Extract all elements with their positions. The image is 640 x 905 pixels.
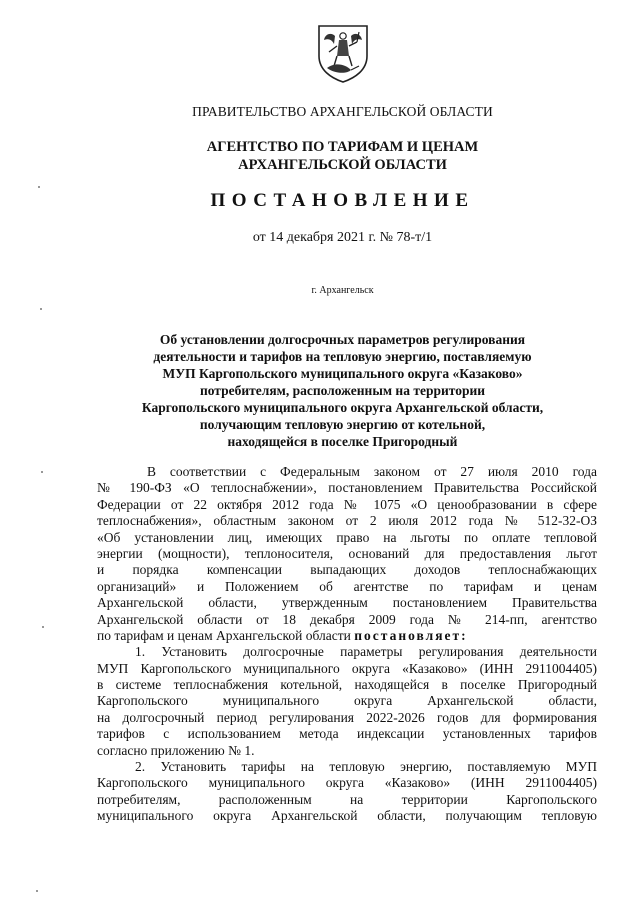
scan-speck bbox=[36, 890, 38, 892]
title-line: Об установлении долгосрочных параметров регулирования bbox=[159, 332, 526, 347]
resolution-prefix: по тарифам и ценам Архангельской области bbox=[97, 627, 351, 643]
paragraph-line: «Об установлении лиц, имеющих право на льготы по оплате тепловой bbox=[97, 529, 597, 545]
document-title bbox=[100, 331, 585, 450]
paragraph-line: 1. Установить долгосрочные параметры регулирования деятельности bbox=[135, 644, 597, 660]
paragraph-line: Каргопольского муниципального округа «Казаково» (ИНН 2911004405) bbox=[97, 775, 597, 791]
paragraph-line: муниципального округа Архангельской области, получающим тепловую bbox=[97, 808, 597, 824]
title-line: потребителям, расположенным на территории bbox=[199, 383, 486, 398]
paragraph-line: потребителям, расположенным на территории Каргопольского bbox=[97, 791, 597, 807]
city: г. Архангельск bbox=[311, 285, 374, 296]
paragraph-line: на долгосрочный период регулирования 2022-2026 годов для формирования bbox=[97, 709, 597, 725]
paragraph-line: В соответствии с Федеральным законом от 27 июля 2010 года bbox=[147, 464, 597, 479]
agency-line-1: АГЕНТСТВО ПО ТАРИФАМ И ЦЕНАМ bbox=[206, 139, 479, 155]
scan-speck bbox=[42, 626, 44, 628]
scan-speck bbox=[38, 186, 40, 188]
document-body bbox=[97, 464, 597, 825]
coat-of-arms-icon bbox=[315, 22, 371, 84]
paragraph-line bbox=[97, 628, 597, 644]
paragraph-line: МУП Каргопольского муниципального округа «Казаково» (ИНН 2911004405) bbox=[97, 660, 597, 676]
paragraph-line: теплоснабжения», областным законом от 2 июля 2012 года № 512-32-ОЗ bbox=[97, 513, 597, 529]
title-line: МУП Каргопольского муниципального округа «Казаково» bbox=[162, 366, 523, 381]
document-type: ПОСТАНОВЛЕНИЕ bbox=[210, 190, 475, 211]
paragraph-line: Архангельской области от 18 декабря 2009 года № 214-пп, агентство bbox=[97, 611, 597, 627]
scan-speck bbox=[41, 471, 43, 473]
title-line: находящейся в поселке Пригородный bbox=[227, 434, 458, 449]
paragraph-line: тарифов с использованием метода индексации установленных тарифов bbox=[97, 726, 597, 742]
paragraph-line: Каргопольского муниципального округа Архангельской области, bbox=[97, 693, 597, 709]
agency-line-2: АРХАНГЕЛЬСКОЙ ОБЛАСТИ bbox=[238, 157, 447, 173]
resolution-keyword: постановляет: bbox=[354, 627, 468, 643]
title-line: получающим тепловую энергию от котельной, bbox=[199, 417, 486, 432]
paragraph-line: в системе теплоснабжения котельной, находящейся в поселке Пригородный bbox=[97, 677, 597, 693]
paragraph-line: согласно приложению № 1. bbox=[97, 742, 255, 758]
paragraph-line: организаций» и Положением об агентстве по тарифам и ценам bbox=[97, 578, 597, 594]
paragraph-line: 2. Установить тарифы на тепловую энергию, поставляемую МУП bbox=[135, 759, 597, 775]
title-line: деятельности и тарифов на тепловую энергию, поставляемую bbox=[153, 349, 532, 364]
government-name: ПРАВИТЕЛЬСТВО АРХАНГЕЛЬСКОЙ ОБЛАСТИ bbox=[192, 104, 493, 119]
paragraph-line: энергии (мощности), теплоносителя, оснований для предоставления льгот bbox=[97, 545, 597, 561]
agency-name bbox=[100, 138, 585, 174]
title-line: Каргопольского муниципального округа Архангельской области, bbox=[141, 400, 544, 415]
date-number: от 14 декабря 2021 г. № 78-т/1 bbox=[252, 230, 433, 245]
paragraph-line: Федерации от 22 октября 2012 года № 1075 «О ценообразовании в сфере bbox=[97, 496, 597, 512]
paragraph-line: № 190-ФЗ «О теплоснабжении», постановлением Правительства Российской bbox=[97, 480, 597, 496]
scan-speck bbox=[40, 308, 42, 310]
paragraph-line: и порядка компенсации выпадающих доходов теплоснабжающих bbox=[97, 562, 597, 578]
paragraph-line: Архангельской области, утвержденным постановлением Правительства bbox=[97, 595, 597, 611]
